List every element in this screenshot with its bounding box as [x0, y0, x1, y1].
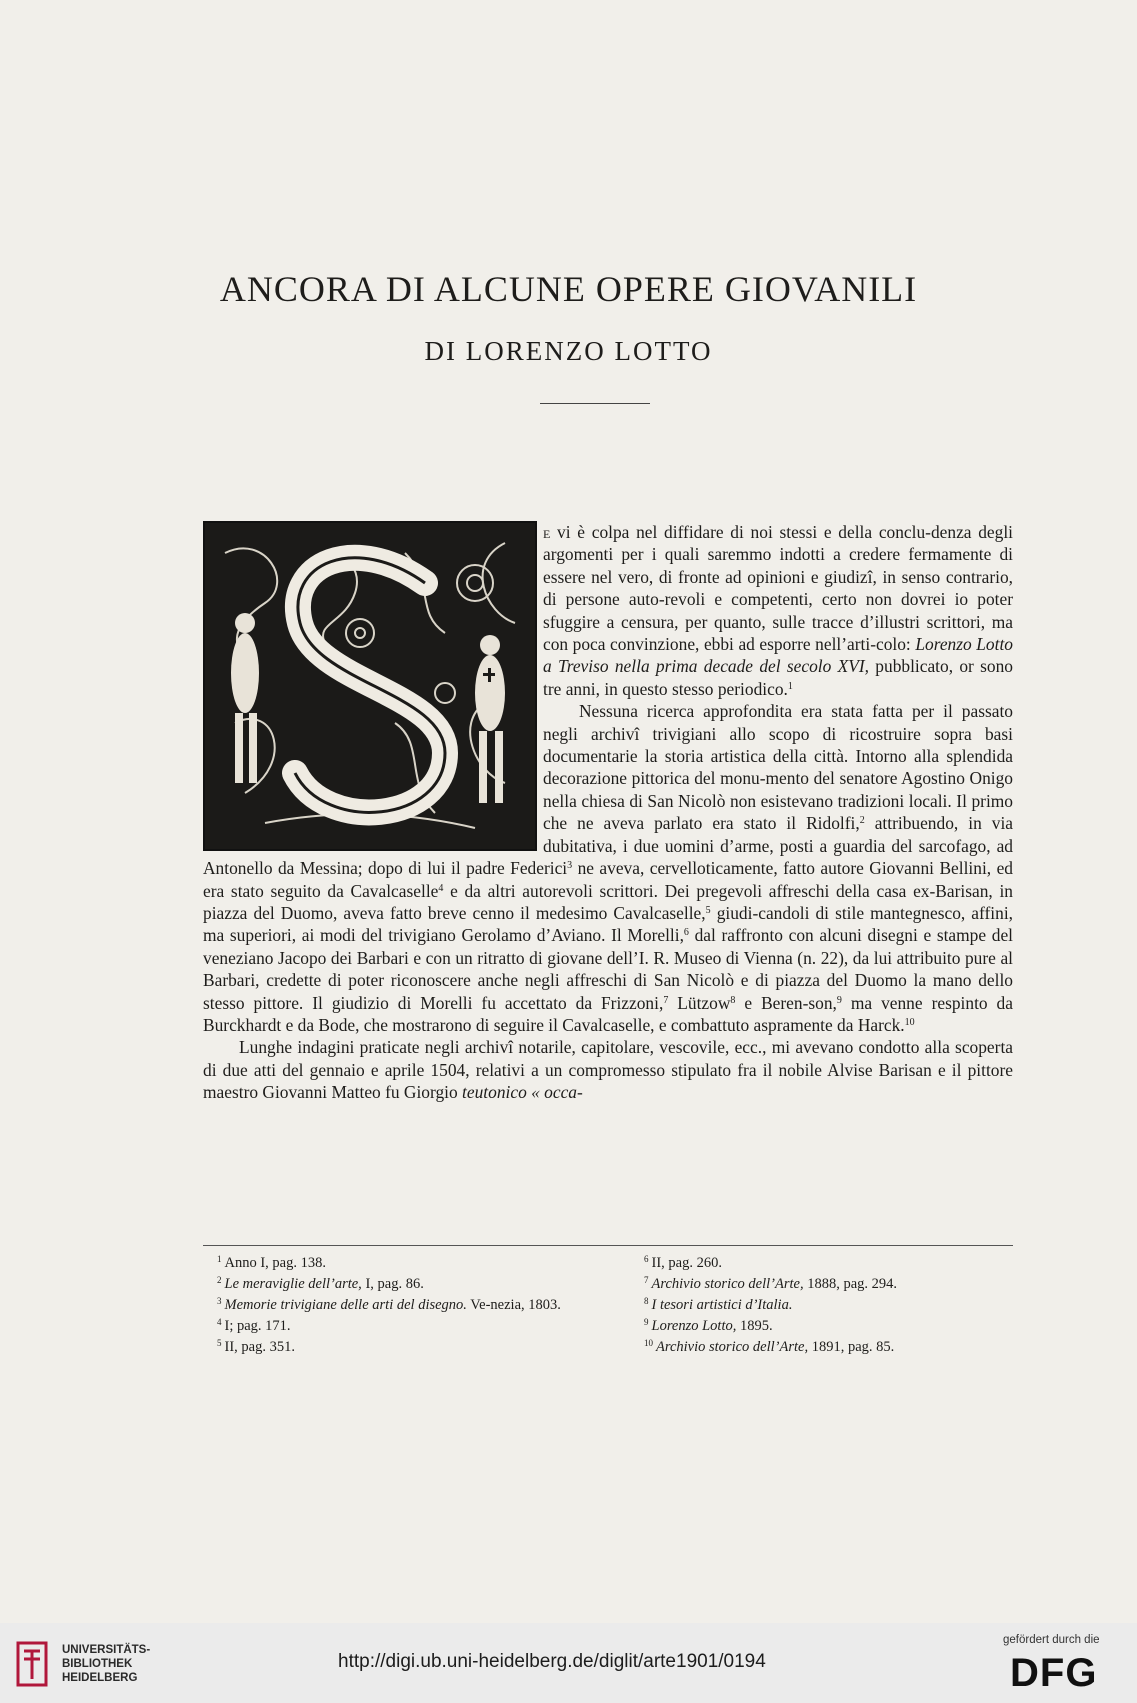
footnote: $^{10}$ Archivio storico dell’Arte, 1891, pag. 85.	[644, 1338, 895, 1355]
article-subtitle: DI LORENZO LOTTO	[424, 336, 713, 366]
p2-s4: e da altri autorevoli scrittori. Dei pregevoli affreschi della casa ex-Barisan, in piazza del Duomo, aveva fatto breve cenno il medesimo Cavalcaselle,	[203, 880, 1013, 923]
footnote: $^3$ Memorie trivigiane delle arti del disegno. Ve-nezia, 1803.	[217, 1296, 561, 1313]
footnote-ref-5: 5	[705, 904, 711, 916]
footnote-ref-2: 2	[859, 815, 865, 827]
footnote-ref-9: 9	[836, 994, 842, 1006]
p3-tail: « occa-	[526, 1082, 583, 1103]
article-title: ANCORA DI ALCUNE OPERE GIOVANILI	[219, 269, 918, 309]
p2-s8: e Beren-son,	[735, 992, 837, 1013]
paragraph-3	[203, 1036, 1013, 1103]
footnote: $^9$ Lorenzo Lotto, 1895.	[644, 1317, 773, 1334]
university-library-icon[interactable]	[14, 1639, 50, 1689]
p3-text: Lunghe indagini praticate negli archivî notarile, capitolare, vescovile, ecc., mi avevano condotto alla scoperta di due atti del gennaio e aprile 1504, relativi a un compromesso stipulato fra il nobile Alvise Barisan e il pittore maestro Giovanni Matteo fu Giorgio	[203, 1037, 1013, 1103]
institution-line: BIBLIOTHEK	[62, 1658, 133, 1670]
cited-article-title: Lorenzo Lotto a Treviso nella prima decade del secolo XVI,	[543, 634, 1013, 677]
permalink-url[interactable]: http://digi.ub.uni-heidelberg.de/diglit/arte1901/0194	[338, 1651, 766, 1672]
footnote: $^6$ II, pag. 260.	[644, 1254, 722, 1271]
p2-s3: ne aveva, cervelloticamente, fatto autore Giovanni Bellini, ed era stato seguito da Cavalcaselle	[203, 858, 1013, 901]
paragraph-1-text-b: pubblicato, or sono tre anni, in questo stesso periodico.	[543, 656, 1013, 699]
footnote: $^7$ Archivio storico dell’Arte, 1888, pag. 294.	[644, 1275, 898, 1292]
p2-s7: Lützow	[668, 992, 731, 1013]
article-body	[203, 521, 1013, 1104]
p2-s2: attribuendo, in via dubitativa, i due uomini d’arme, posti a guardia del sarcofago, ad Antonello da Messina; dopo di lui il padre Federici	[203, 813, 1014, 879]
footnote-ref-6: 6	[683, 927, 689, 939]
footnote-divider	[203, 1245, 1013, 1246]
p2-s1: Nessuna ricerca approfondita era stata fatta per il passato negli archivî trivigiani allo scopo di ricostruire sopra basi documentarie la storia artistica della città. Intorno alla splendida decorazione pittorica del monu-mento del senatore Agostino Onigo nella chiesa di San Nicolò non esistevano tradizioni locali. Il primo che ne aveva parlato era stato il Ridolfi,	[543, 701, 1013, 834]
p2-s9: ma venne respinto da Burckhardt e da Bode, che mostrarono di seguire il Cavalcaselle, e combattuto aspramente da Harck.	[203, 992, 1013, 1035]
lead-letters: e	[543, 522, 551, 542]
dfg-logo[interactable]: DFG	[1010, 1651, 1098, 1695]
initial-spacer	[203, 521, 543, 851]
footnote-ref-3: 3	[567, 860, 573, 872]
footnote-ref-4: 4	[438, 882, 444, 894]
footnote: $^2$ Le meraviglie dell’arte, I, pag. 86.	[217, 1275, 424, 1292]
title-divider	[540, 403, 650, 404]
footnote: $^5$ II, pag. 351.	[217, 1338, 295, 1355]
p3-italic: teutonico	[462, 1082, 527, 1103]
institution-line: HEIDELBERG	[62, 1672, 138, 1684]
institution-name[interactable]	[62, 1643, 150, 1685]
footnotes-left-column	[203, 1253, 583, 1358]
footnote: $^4$ I; pag. 171.	[217, 1317, 291, 1334]
footnote-ref-7: 7	[663, 994, 669, 1006]
footnote: $^1$ Anno I, pag. 138.	[217, 1254, 326, 1271]
p2-s6: dal raffronto con alcuni disegni e stampe del veneziano Jacopo dei Barbari e con un ritratto di giovane dell’I. R. Museo di Vienna (n. 22), da lui attribuito pure al Barbari, credette di poter riconoscere anche negli affreschi di San Nicolò e di piazza del Duomo la mano dello stesso pittore. Il giudizio di Morelli fu accettato da Frizzoni,	[203, 925, 1013, 1013]
footnote-ref-8: 8	[730, 994, 736, 1006]
institution-line: UNIVERSITÄTS-	[62, 1644, 151, 1656]
viewer-footer	[0, 1623, 1137, 1703]
footnote: $^8$ I tesori artistici d’Italia.	[644, 1296, 793, 1313]
p2-s5: giudi-candoli di stile mantegnesco, affini, ma superiori, ai modi del trivigiano Gerolamo d’Aviano. Il Morelli,	[203, 902, 1013, 946]
footnote-ref-10: 10	[904, 1016, 915, 1028]
funder-caption: gefördert durch die	[1003, 1634, 1100, 1646]
footnote-ref-1: 1	[787, 680, 793, 692]
footnotes-right-column	[630, 1253, 1010, 1358]
paragraph-1-text-a: vi è colpa nel diffidare di noi stessi e della conclu-denza degli argomenti per i quali saremmo indotti a credere fermamente di essere nel vero, di fronte ad opinioni e giudizî, in senso contrario, di persone auto-revoli e competenti, certo non dovrei io poter sfuggire a censura, per quanto, sulle tracce d’illustri scrittori, ma con poca convinzione, ebbi ad esporre nell’arti-colo:	[543, 522, 1013, 655]
